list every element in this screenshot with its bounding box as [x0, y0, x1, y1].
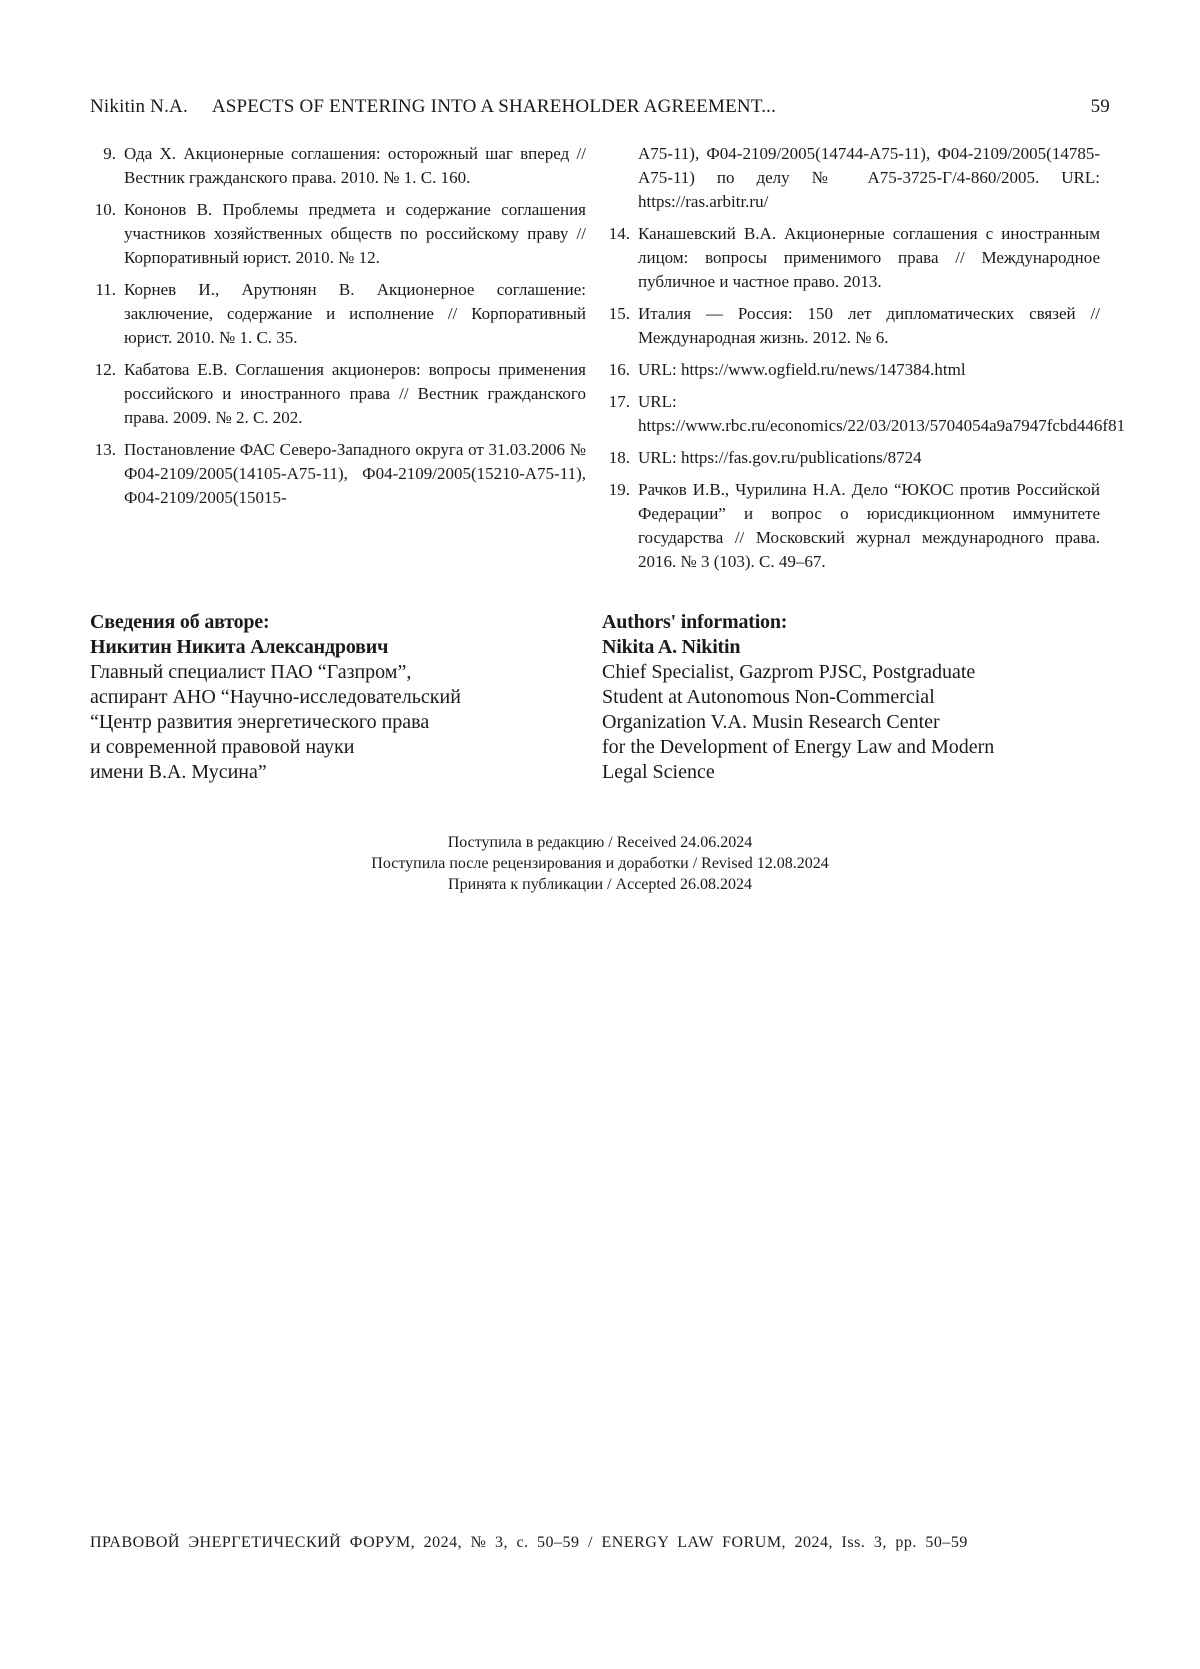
accepted-date: Принята к публикации / Accepted 26.08.2024: [448, 876, 752, 893]
reference-item: [602, 358, 1100, 382]
reference-number: 12.: [94, 360, 116, 379]
author-affiliation-line: и современной правовой науки: [90, 736, 355, 758]
author-affiliation-line: for the Development of Energy Law and Modern: [602, 736, 995, 758]
reference-text: Ода Х. Акционерные соглашения: осторожный шаг вперед // Вестник гражданского права. 2010. № 1. С. 160.: [124, 144, 586, 187]
author-information: [90, 610, 1102, 785]
reference-item: [88, 438, 586, 510]
reference-text: Постановление ФАС Северо-Западного округа от 31.03.2006 № Ф04-2109/2005(14105-А75-11), Ф04-2109/2005(15210-А75-11), Ф04-2109/2005(15015-: [124, 440, 586, 507]
author-affiliation-line: Student at Autonomous Non-Commercial: [602, 686, 935, 708]
reference-item: [602, 390, 1126, 438]
header-author: Nikitin N.A.: [90, 96, 188, 117]
revised-date: Поступила после рецензирования и доработки / Revised 12.08.2024: [371, 855, 829, 872]
reference-text: Рачков И.В., Чурилина Н.А. Дело “ЮКОС против Российской Федерации” и вопрос о юрисдикционном иммунитете государства // Московский журнал международного права. 2016. № 3 (103). С. 49–67.: [638, 480, 1100, 571]
reference-text: URL: https://www.rbc.ru/economics/22/03/2013/5704054a9a7947fcbd446f81: [638, 392, 1126, 435]
reference-number: 15.: [608, 304, 630, 323]
author-affiliation-line: “Центр развития энергетического права: [90, 711, 430, 733]
author-affiliation-line: аспирант АНО “Научно-исследовательский: [90, 686, 461, 708]
running-header: [90, 96, 1110, 118]
reference-number: 18.: [608, 448, 630, 467]
header-title: ASPECTS OF ENTERING INTO A SHAREHOLDER AGREEMENT...: [211, 96, 777, 117]
reference-text: А75-11), Ф04-2109/2005(14744-А75-11), Ф04-2109/2005(14785-А75-11) по делу № А75-3725-Г/4-860/2005. URL: https://ras.arbitr.ru/: [638, 144, 1100, 211]
reference-column-right: [602, 142, 1126, 582]
reference-number: 14.: [608, 224, 630, 243]
reference-text: Италия — Россия: 150 лет дипломатических связей // Международная жизнь. 2012. № 6.: [638, 304, 1100, 347]
reference-text: Корнев И., Арутюнян В. Акционерное соглашение: заключение, содержание и исполнение // Корпоративный юрист. 2010. № 1. С. 35.: [124, 280, 586, 347]
author-affiliation-line: Legal Science: [602, 761, 715, 783]
reference-number: 19.: [608, 480, 630, 499]
author-affiliation-line: имени В.А. Мусина”: [90, 761, 267, 783]
author-affiliation-line: Chief Specialist, Gazprom PJSC, Postgraduate: [602, 661, 976, 683]
reference-item: [88, 278, 586, 350]
author-heading: Authors' information:: [602, 611, 788, 633]
author-name: Никитин Никита Александрович: [90, 636, 389, 658]
author-heading: Сведения об авторе:: [90, 611, 270, 633]
author-info-ru: [90, 610, 590, 785]
reference-text: Канашевский В.А. Акционерные соглашения с иностранным лицом: вопросы применимого права // Международное публичное и частное право. 2013.: [638, 224, 1100, 291]
reference-number: 11.: [95, 280, 116, 299]
author-name: Nikita A. Nikitin: [602, 636, 741, 658]
reference-text: URL: https://fas.gov.ru/publications/8724: [638, 448, 922, 467]
reference-item: [88, 358, 586, 430]
reference-text: Кабатова Е.В. Соглашения акционеров: вопросы применения российского и иностранного права // Вестник гражданского права. 2009. № 2. С. 202.: [124, 360, 586, 427]
reference-item: [88, 142, 586, 190]
reference-item: [602, 446, 1100, 470]
received-date: Поступила в редакцию / Received 24.06.2024: [447, 834, 753, 851]
reference-list: [88, 142, 1126, 582]
page-number: 59: [1090, 96, 1110, 117]
reference-item: [602, 302, 1100, 350]
journal-footer: ПРАВОВОЙ ЭНЕРГЕТИЧЕСКИЙ ФОРУМ, 2024, № 3, с. 50–59 / ENERGY LAW FORUM, 2024, Iss. 3, pp. 50–59: [90, 1534, 968, 1551]
reference-number: 16.: [608, 360, 630, 379]
reference-number: 9.: [103, 144, 116, 163]
reference-number: 13.: [94, 440, 116, 459]
author-info-en: [602, 610, 1102, 785]
author-affiliation-line: Organization V.A. Musin Research Center: [602, 711, 940, 733]
author-affiliation-line: Главный специалист ПАО “Газпром”,: [90, 661, 412, 683]
reference-text: Кононов В. Проблемы предмета и содержание соглашения участников хозяйственных обществ по российскому праву // Корпоративный юрист. 2010. № 12.: [124, 200, 586, 267]
publication-dates: [0, 832, 1200, 895]
reference-item: [602, 222, 1100, 294]
reference-number: 17.: [608, 392, 630, 411]
reference-continuation: [602, 142, 1100, 214]
reference-item: [88, 198, 586, 270]
reference-number: 10.: [94, 200, 116, 219]
reference-column-left: [88, 142, 586, 582]
reference-text: URL: https://www.ogfield.ru/news/147384.html: [638, 360, 966, 379]
reference-item: [602, 478, 1100, 574]
